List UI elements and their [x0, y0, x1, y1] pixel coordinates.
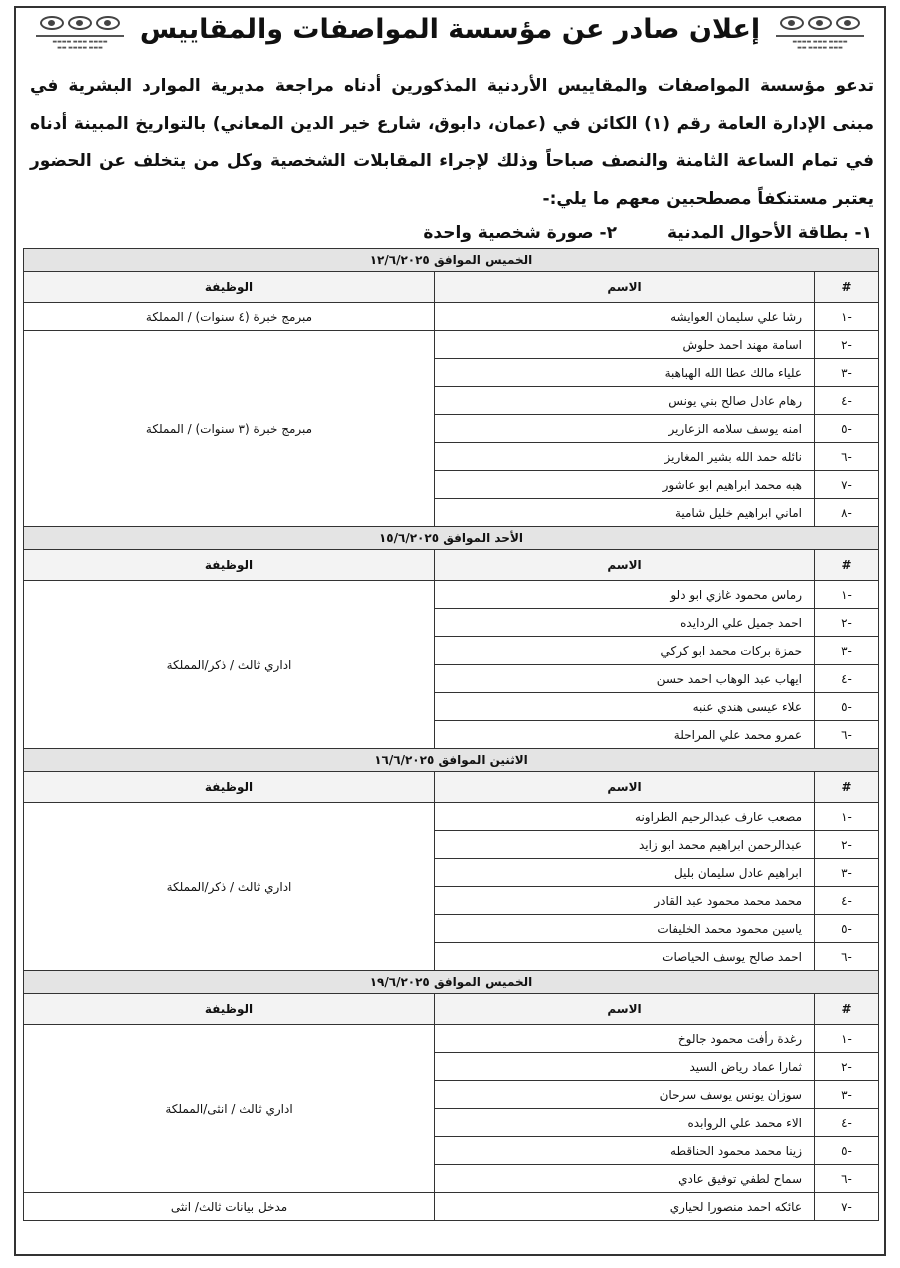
- row-number: -٣: [815, 859, 879, 887]
- row-number: -٦: [815, 943, 879, 971]
- candidate-name: الاء محمد علي الروابده: [435, 1109, 815, 1137]
- job-title: اداري ثالث / انثى/المملكة: [24, 1025, 435, 1193]
- required-document: ١- بطاقة الأحوال المدنية: [666, 223, 872, 243]
- candidate-name: رهام عادل صالح بني يونس: [435, 387, 815, 415]
- column-header-row: [24, 550, 879, 581]
- column-header-row: [24, 994, 879, 1025]
- candidate-name: هبه محمد ابراهيم ابو عاشور: [435, 471, 815, 499]
- candidate-name: ثمارا عماد رياض السيد: [435, 1053, 815, 1081]
- candidate-name: مصعب عارف عبدالرحيم الطراونه: [435, 803, 815, 831]
- candidate-name: علاء عيسى هندي عنبه: [435, 693, 815, 721]
- candidate-name: عبدالرحمن ابراهيم محمد ابو زايد: [435, 831, 815, 859]
- candidate-name: ياسين محمود محمد الخليفات: [435, 915, 815, 943]
- announcement-document: [14, 6, 886, 1256]
- candidate-name: امنه يوسف سلامه الزعارير: [435, 415, 815, 443]
- date-row: [24, 527, 879, 550]
- row-number: -٥: [815, 415, 879, 443]
- interview-date: الخميس الموافق ١٩/٦/٢٠٢٥: [24, 971, 879, 994]
- table-row: [24, 803, 879, 831]
- candidate-name: احمد صالح يوسف الحياصات: [435, 943, 815, 971]
- row-number: -٢: [815, 831, 879, 859]
- required-document: ٢- صورة شخصية واحدة: [423, 223, 617, 243]
- row-number: -٥: [815, 1137, 879, 1165]
- column-header-job: الوظيفة: [24, 994, 435, 1025]
- row-number: -٢: [815, 1053, 879, 1081]
- table-row: [24, 1193, 879, 1221]
- row-number: -٧: [815, 471, 879, 499]
- row-number: -١: [815, 1025, 879, 1053]
- candidate-name: عمرو محمد علي المراحلة: [435, 721, 815, 749]
- candidate-name: سوزان يونس يوسف سرحان: [435, 1081, 815, 1109]
- row-number: -٦: [815, 721, 879, 749]
- candidate-name: ابراهيم عادل سليمان بليل: [435, 859, 815, 887]
- header: [16, 8, 884, 60]
- announcement-title: إعلان صادر عن مؤسسة المواصفات والمقاييس: [139, 14, 761, 45]
- row-number: -١: [815, 581, 879, 609]
- column-header-number: #: [815, 994, 879, 1025]
- column-header-name: الاسم: [435, 772, 815, 803]
- column-header-number: #: [815, 772, 879, 803]
- candidate-name: محمد محمد محمود عبد القادر: [435, 887, 815, 915]
- candidate-name: زينا محمد محمود الحناقطه: [435, 1137, 815, 1165]
- date-row: [24, 971, 879, 994]
- interview-date: الخميس الموافق ١٢/٦/٢٠٢٥: [24, 249, 879, 272]
- column-header-job: الوظيفة: [24, 550, 435, 581]
- row-number: -٢: [815, 331, 879, 359]
- job-title: مبرمج خبرة (٤ سنوات) / المملكة: [24, 303, 435, 331]
- row-number: -٤: [815, 665, 879, 693]
- row-number: -٦: [815, 1165, 879, 1193]
- row-number: -٤: [815, 387, 879, 415]
- column-header-name: الاسم: [435, 550, 815, 581]
- column-header-job: الوظيفة: [24, 772, 435, 803]
- table-row: [24, 581, 879, 609]
- candidate-name: علياء مالك عطا الله الهباهبة: [435, 359, 815, 387]
- candidate-name: عائكه احمد منصورا لحياري: [435, 1193, 815, 1221]
- column-header-name: الاسم: [435, 994, 815, 1025]
- column-header-job: الوظيفة: [24, 272, 435, 303]
- intro-paragraph: تدعو مؤسسة المواصفات والمقاييس الأردنية المذكورين أدناه مراجعة مديرية الموارد البشرية في مبنى الإدارة العامة رقم (١) الكائن في (عمان، دابوق، شارع خير الدين المعاني) بالتواريخ المبينة أدناه في تمام الساعة الثامنة والنصف صباحاً وذلك لإجراء المقابلات الشخصية وكل من يتخلف عن الحضور يعتبر مستنكفاً مصطحبين معهم ما يلي:-: [30, 76, 874, 209]
- required-documents: [16, 218, 884, 248]
- table-row: [24, 303, 879, 331]
- interview-date: الأحد الموافق ١٥/٦/٢٠٢٥: [24, 527, 879, 550]
- candidate-name: رغدة رأفت محمود جالوخ: [435, 1025, 815, 1053]
- interview-schedule-table: [23, 248, 879, 1221]
- job-title: اداري ثالث / ذكر/المملكة: [24, 581, 435, 749]
- row-number: -٣: [815, 359, 879, 387]
- row-number: -١: [815, 803, 879, 831]
- column-header-name: الاسم: [435, 272, 815, 303]
- interview-date: الاثنين الموافق ١٦/٦/٢٠٢٥: [24, 749, 879, 772]
- row-number: -٢: [815, 609, 879, 637]
- candidate-name: رشا علي سليمان العوايشه: [435, 303, 815, 331]
- table-row: [24, 1025, 879, 1053]
- row-number: -٤: [815, 887, 879, 915]
- row-number: -٣: [815, 637, 879, 665]
- job-title: مدخل بيانات ثالث/ انثى: [24, 1193, 435, 1221]
- candidate-name: حمزة بركات محمد ابو كركي: [435, 637, 815, 665]
- candidate-name: ايهاب عبد الوهاب احمد حسن: [435, 665, 815, 693]
- candidate-name: سماح لطفي توفيق عادي: [435, 1165, 815, 1193]
- date-row: [24, 249, 879, 272]
- candidate-name: اماني ابراهيم خليل شامية: [435, 499, 815, 527]
- column-header-number: #: [815, 272, 879, 303]
- candidate-name: رماس محمود غازي ابو دلو: [435, 581, 815, 609]
- column-header-row: [24, 272, 879, 303]
- column-header-number: #: [815, 550, 879, 581]
- row-number: -٨: [815, 499, 879, 527]
- candidate-name: اسامة مهند احمد حلوش: [435, 331, 815, 359]
- row-number: -٤: [815, 1109, 879, 1137]
- organization-logo-icon: ▬▬▬▬ ▬▬▬ ▬▬▬▬ ▬▬▬ ▬▬▬▬ ▬▬: [30, 16, 130, 58]
- organization-logo-icon: ▬▬▬▬ ▬▬▬ ▬▬▬▬ ▬▬▬ ▬▬▬▬ ▬▬: [770, 16, 870, 58]
- candidate-name: نائله حمد الله بشير المغاريز: [435, 443, 815, 471]
- row-number: -٥: [815, 915, 879, 943]
- job-title: مبرمج خبرة (٣ سنوات) / المملكة: [24, 331, 435, 527]
- row-number: -١: [815, 303, 879, 331]
- row-number: -٦: [815, 443, 879, 471]
- row-number: -٥: [815, 693, 879, 721]
- table-row: [24, 331, 879, 359]
- job-title: اداري ثالث / ذكر/المملكة: [24, 803, 435, 971]
- row-number: -٧: [815, 1193, 879, 1221]
- column-header-row: [24, 772, 879, 803]
- date-row: [24, 749, 879, 772]
- candidate-name: احمد جميل علي الردايده: [435, 609, 815, 637]
- row-number: -٣: [815, 1081, 879, 1109]
